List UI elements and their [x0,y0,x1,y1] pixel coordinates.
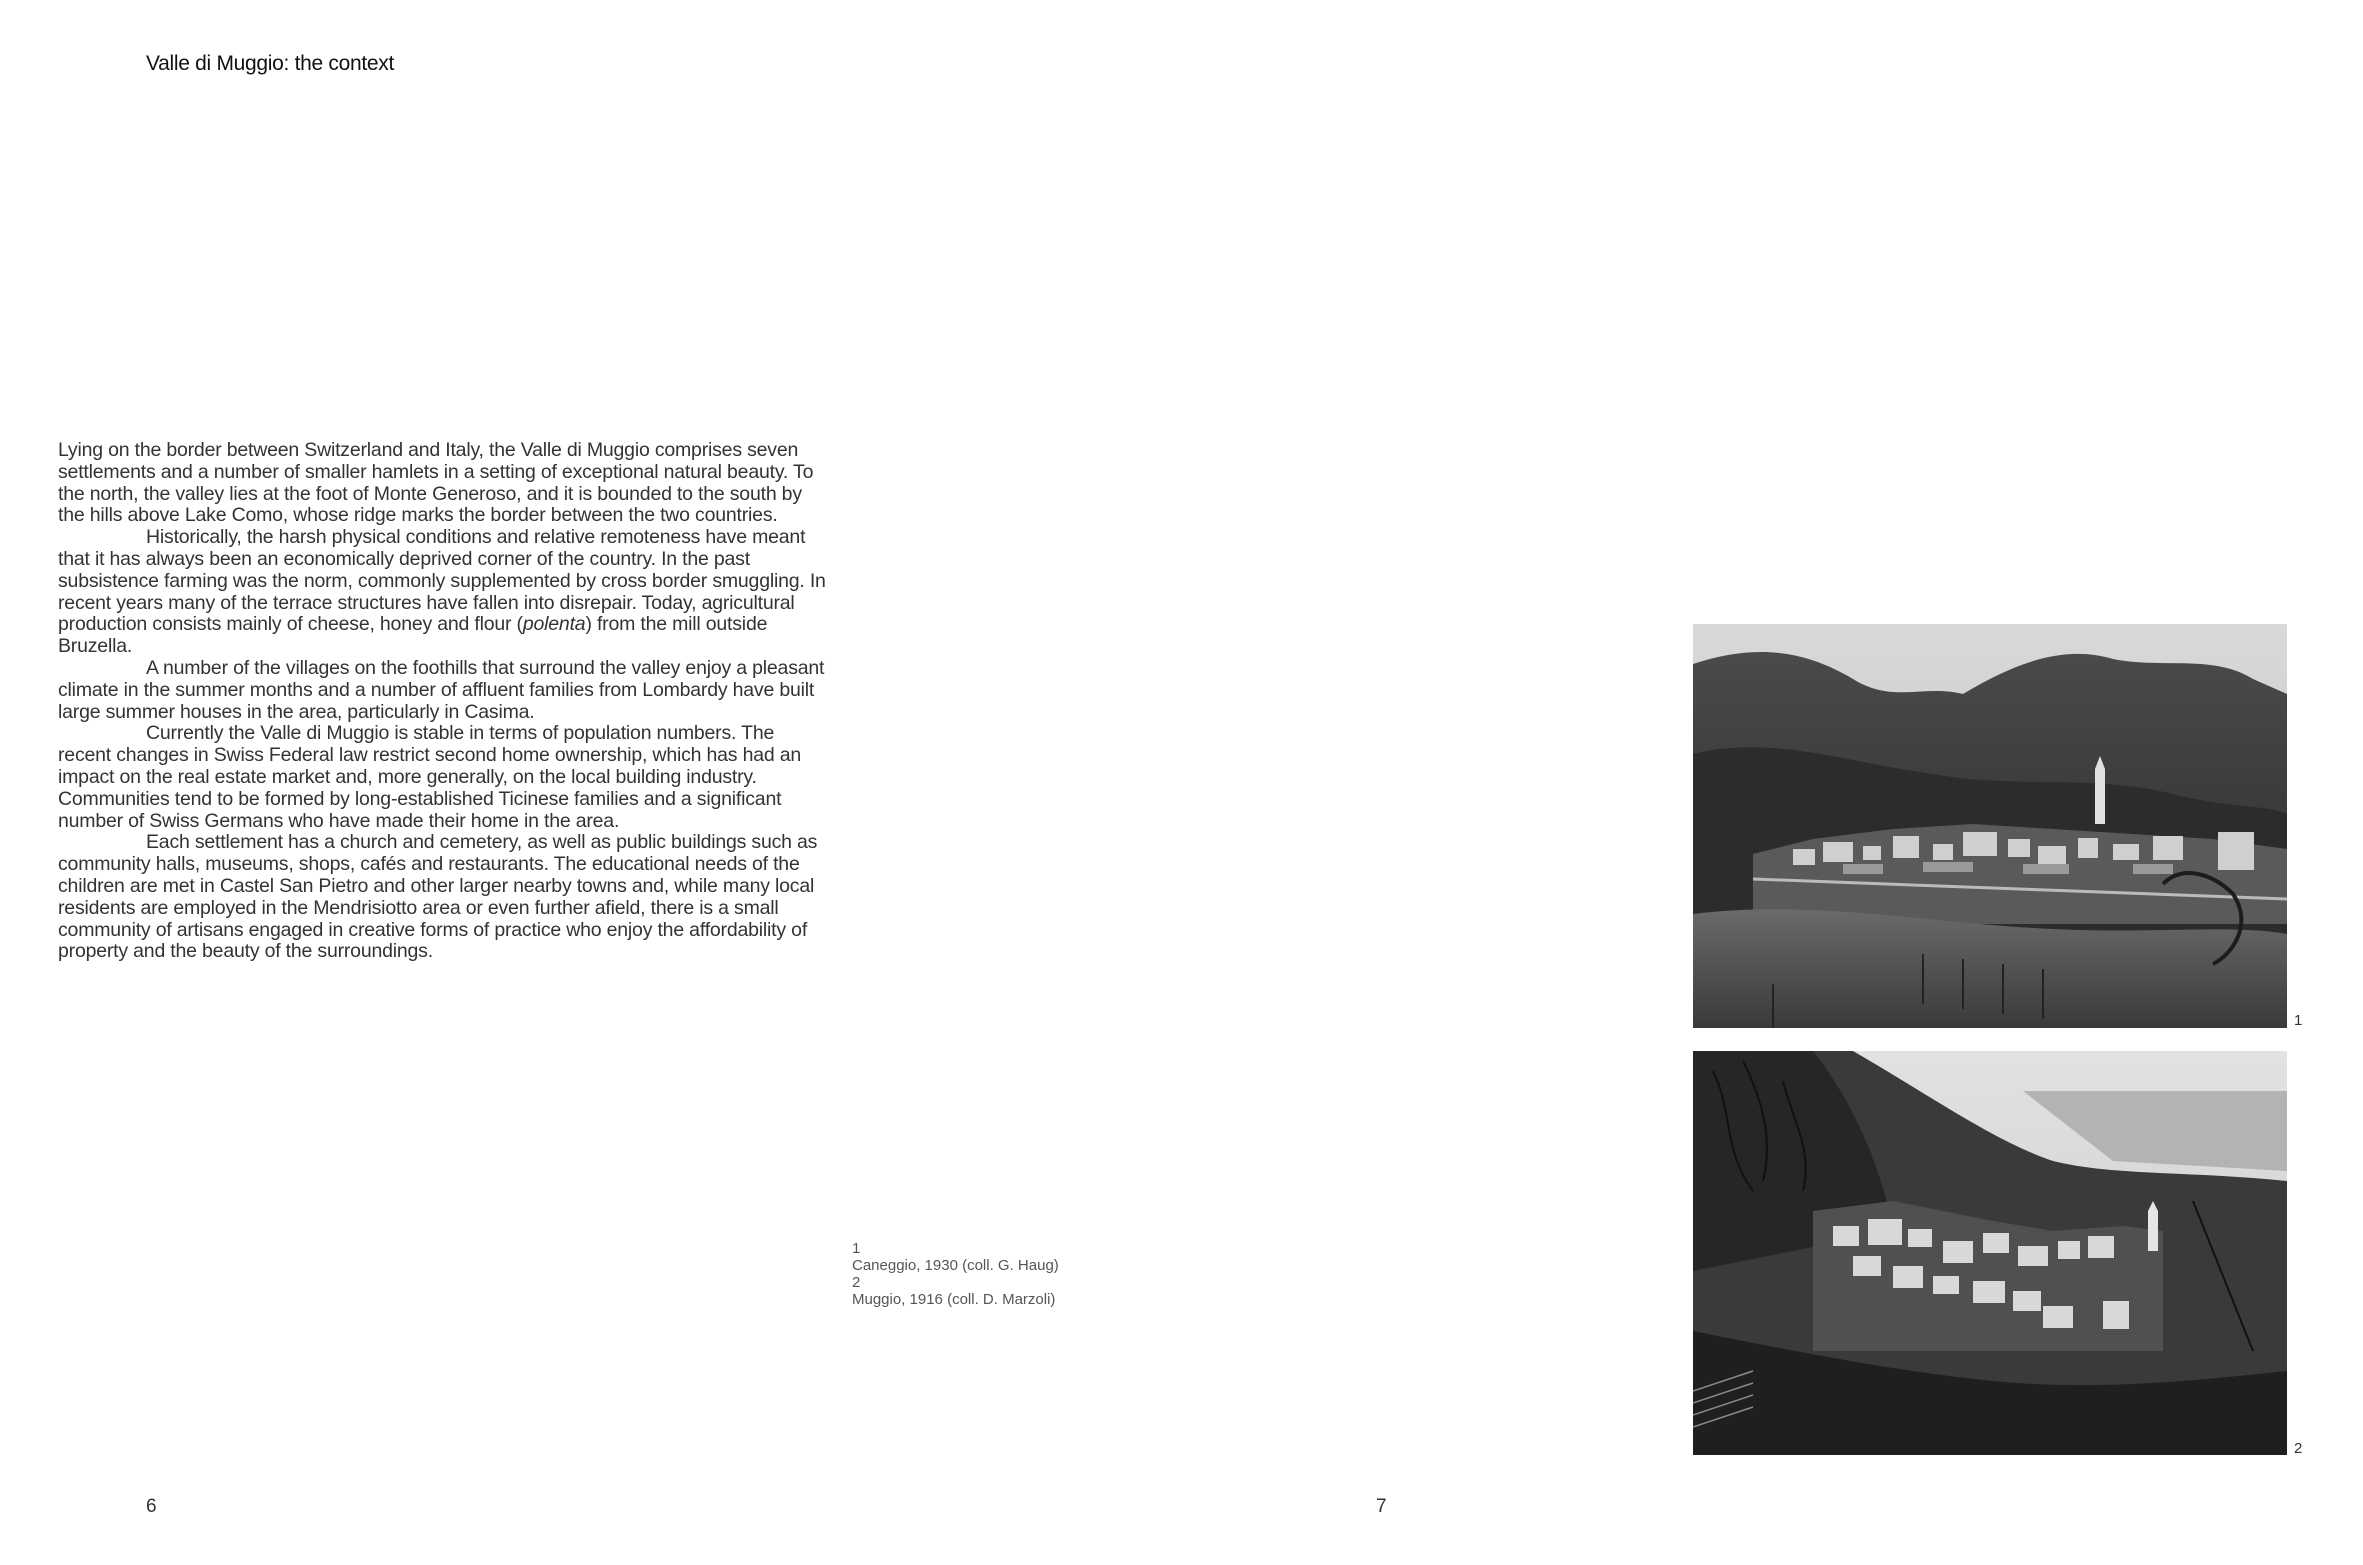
paragraph-4: Currently the Valle di Muggio is stable in terms of population numbers. The recent changes in Swiss Federal law restrict second home ownership, which has had an impact on the real estate market and, more generally, on the local building industry. Communities tend to be formed by long-established Ticinese families and a significant number of Swiss Germans who have made their home in the area. [58,722,802,832]
paragraph-2-tail: ) from the mill outside Bruzella. [58,613,768,658]
paragraph-3: A number of the villages on the foothills that surround the valley enjoy a pleasant climate in the summer months and a number of affluent families from Lombardy have built large summer houses in the area, particularly in Casima. [58,656,825,723]
left-page [0,0,1181,1565]
page-number-right: 7 [1376,1496,1387,1517]
paragraph-1: Lying on the border between Switzerland and Italy, the Valle di Muggio comprises seven settlements and a number of smaller hamlets in a setting of exceptional natural beauty. To the north, the valley lies at the foot of Monte Generoso, and it is bounded to the south by the hills above Lake Como, whose ridge marks the border between the two countries. [58,439,814,527]
paragraph-2-italic: polenta [522,613,586,636]
figure-2-number: 2 [2294,1440,2303,1457]
paragraph-2 [58,527,828,658]
running-title: Valle di Muggio: the context [146,52,395,75]
page-number-left: 6 [146,1496,157,1517]
caption-2-text: Muggio, 1916 (coll. D. Marzoli) [852,1291,1056,1308]
caption-1-text: Caneggio, 1930 (coll. G. Haug) [852,1257,1059,1274]
photo-muggio-image [1693,1051,2287,1455]
figure-captions [852,1240,1059,1308]
paragraph-5: Each settlement has a church and cemetery, as well as public buildings such as community halls, museums, shops, cafés and restaurants. The educational needs of the children are met in Castel San Pietro and other larger nearby towns and, while many local residents are employed in the Mendrisiotto area or even further afield, there is a small community of artisans engaged in creative forms of practice who enjoy the affordability of property and the beauty of the surroundings. [58,831,818,963]
photo-muggio [1693,1051,2287,1455]
photo-caneggio-image [1693,624,2287,1028]
paragraph-2-text: Historically, the harsh physical conditions and relative remoteness have meant that it has always been an economically deprived corner of the country. In the past subsistence farming was the norm, commonly supplemented by cross border smuggling. In recent years many of the terrace structures have fallen into disrepair. Today, agricultural production consists mainly of cheese, honey and flour ( [58,526,826,636]
body-text [58,440,828,963]
caption-1-number: 1 [852,1240,861,1257]
caption-2-number: 2 [852,1274,861,1291]
photo-caneggio [1693,624,2287,1028]
figure-1-number: 1 [2294,1012,2303,1029]
